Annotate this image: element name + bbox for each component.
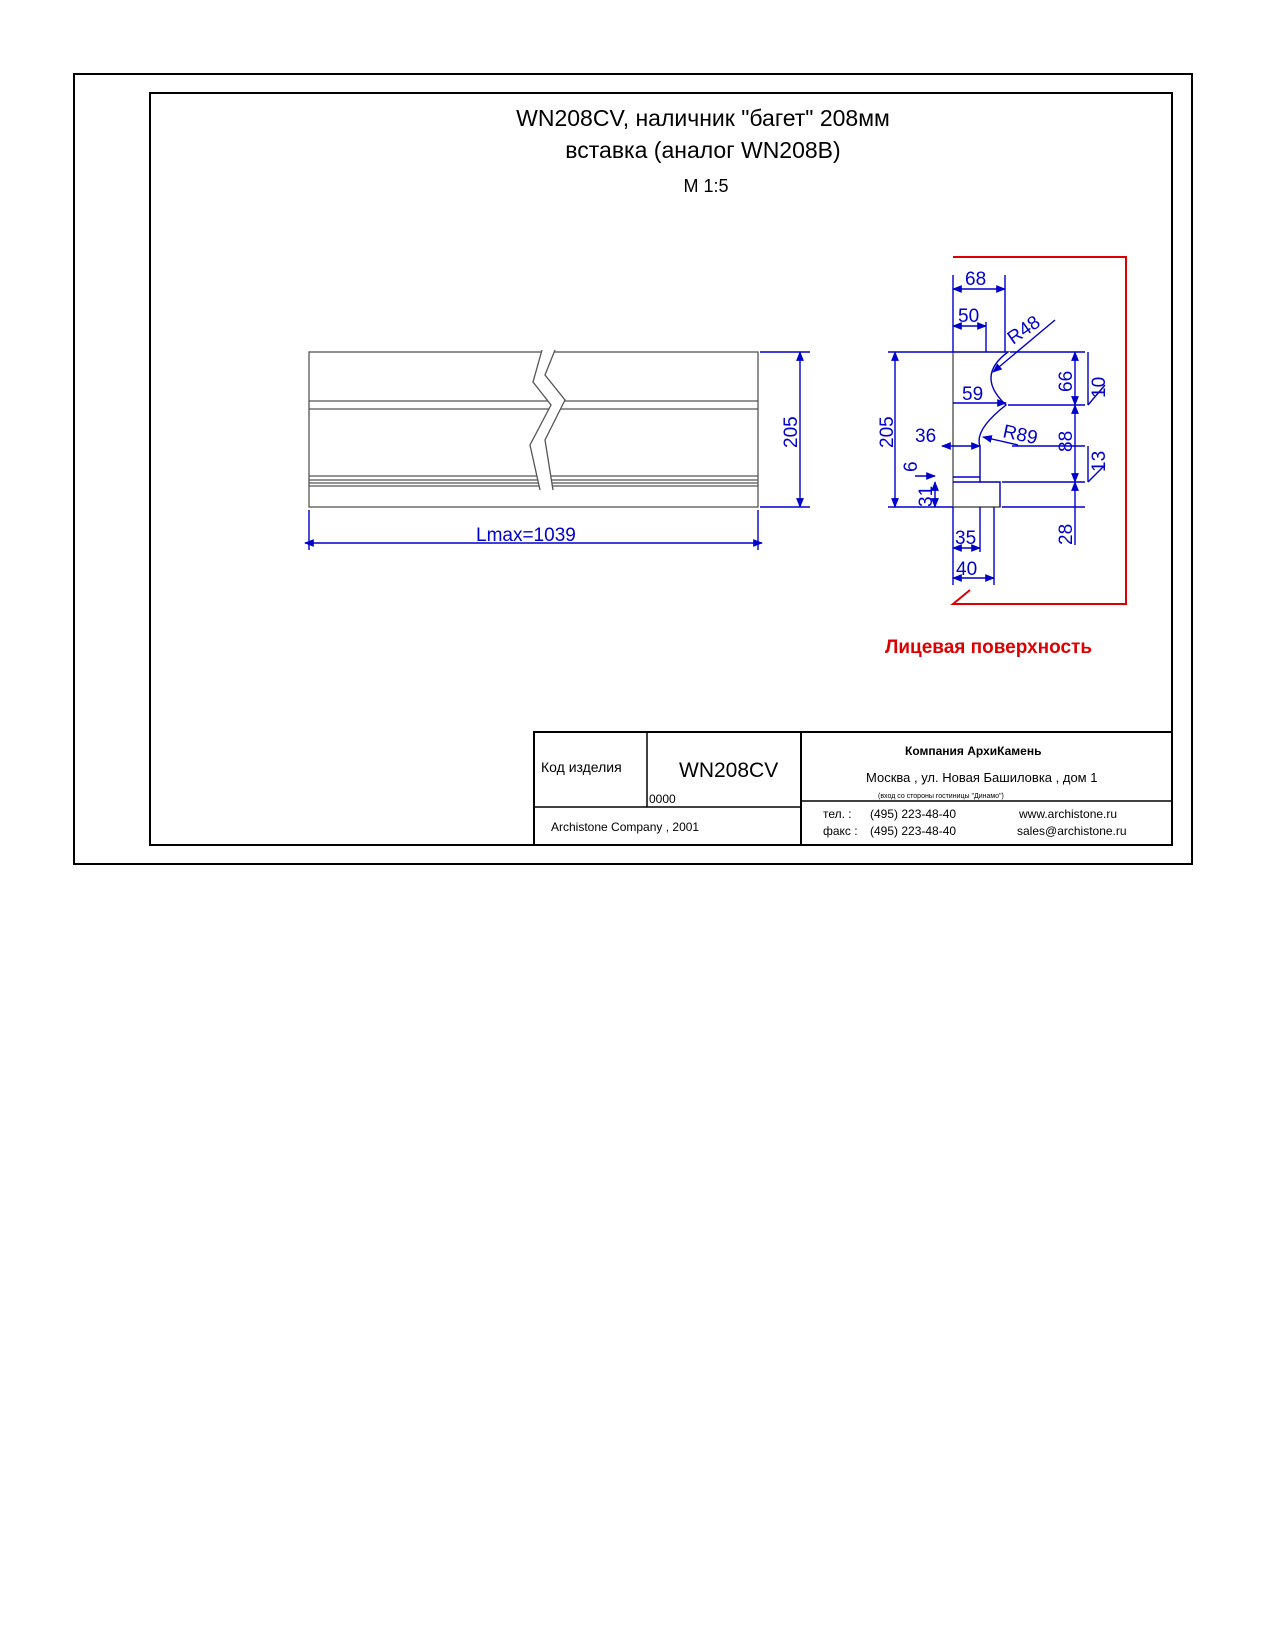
dim-50: 50 — [958, 306, 980, 327]
drawing-title: WN208CV, наличник "багет" 208мм — [516, 105, 890, 131]
dim-66: 66 — [1056, 370, 1077, 392]
dim-28: 28 — [1056, 523, 1077, 545]
product-code-label: Код изделия — [541, 759, 622, 775]
front-height-dim: 205 — [781, 416, 802, 448]
front-length-dim: Lmax=1039 — [476, 525, 576, 546]
phone-value: (495) 223-48-40 — [870, 807, 957, 821]
face-surface-label: Лицевая поверхность — [885, 637, 1093, 658]
fax-value: (495) 223-48-40 — [870, 824, 957, 838]
dim-13: 13 — [1089, 450, 1110, 472]
dim-68: 68 — [965, 269, 987, 290]
dim-r89: R89 — [1000, 421, 1040, 450]
copyright-text: Archistone Company , 2001 — [551, 820, 700, 834]
phone-label: тел. : — [823, 807, 852, 821]
company-address-note: (вход со стороны гостиницы "Динамо") — [878, 793, 1004, 800]
dim-205-profile: 205 — [877, 416, 898, 448]
dim-59: 59 — [962, 384, 984, 405]
drawing-scale: М 1:5 — [683, 176, 729, 196]
dim-40: 40 — [956, 559, 978, 580]
profile-view — [877, 257, 1126, 658]
company-website: www.archistone.ru — [1019, 807, 1118, 821]
dim-6: 6 — [901, 461, 922, 472]
dim-10: 10 — [1089, 376, 1110, 398]
title-block — [534, 732, 1172, 845]
dim-35: 35 — [955, 528, 977, 549]
product-code-value: WN208CV — [679, 759, 779, 782]
dim-36: 36 — [915, 426, 937, 447]
company-name: Компания АрхиКамень — [905, 744, 1042, 758]
front-view — [305, 350, 810, 550]
dim-31: 31 — [916, 485, 937, 507]
product-code-number: 0000 — [649, 792, 676, 806]
dim-88: 88 — [1056, 430, 1077, 452]
fax-label: факс : — [823, 824, 858, 838]
company-email: sales@archistone.ru — [1017, 824, 1127, 838]
dim-r48: R48 — [1003, 311, 1045, 350]
company-address: Москва , ул. Новая Башиловка , дом 1 — [866, 770, 1098, 785]
drawing-subtitle: вставка (аналог WN208B) — [565, 137, 841, 163]
